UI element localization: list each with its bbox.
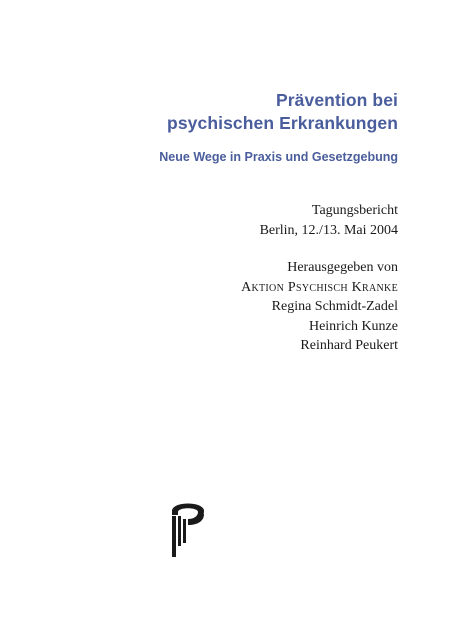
editors-intro: Herausgegeben von: [287, 260, 398, 275]
book-title: [167, 89, 398, 135]
editors-block: [241, 258, 398, 356]
publisher-logo-shape: [172, 504, 204, 558]
book-subtitle: Neue Wege in Praxis und Gesetzgebung: [159, 150, 398, 164]
report-info: [260, 201, 398, 240]
editor-name: Reinhard Peukert: [300, 338, 398, 353]
editor-name: Heinrich Kunze: [308, 318, 398, 334]
book-title-line-2: psychischen Erkrankungen: [167, 113, 398, 133]
editor-name: Regina Schmidt-Zadel: [271, 299, 398, 314]
report-place-date: Berlin, 12./13. Mai 2004: [259, 222, 398, 238]
editor-organization: Aktion Psychisch Kranke: [241, 279, 398, 295]
report-type: Tagungsbericht: [311, 203, 398, 218]
book-title-line-1: Prävention bei: [276, 90, 398, 110]
publisher-logo-icon: [168, 497, 208, 559]
